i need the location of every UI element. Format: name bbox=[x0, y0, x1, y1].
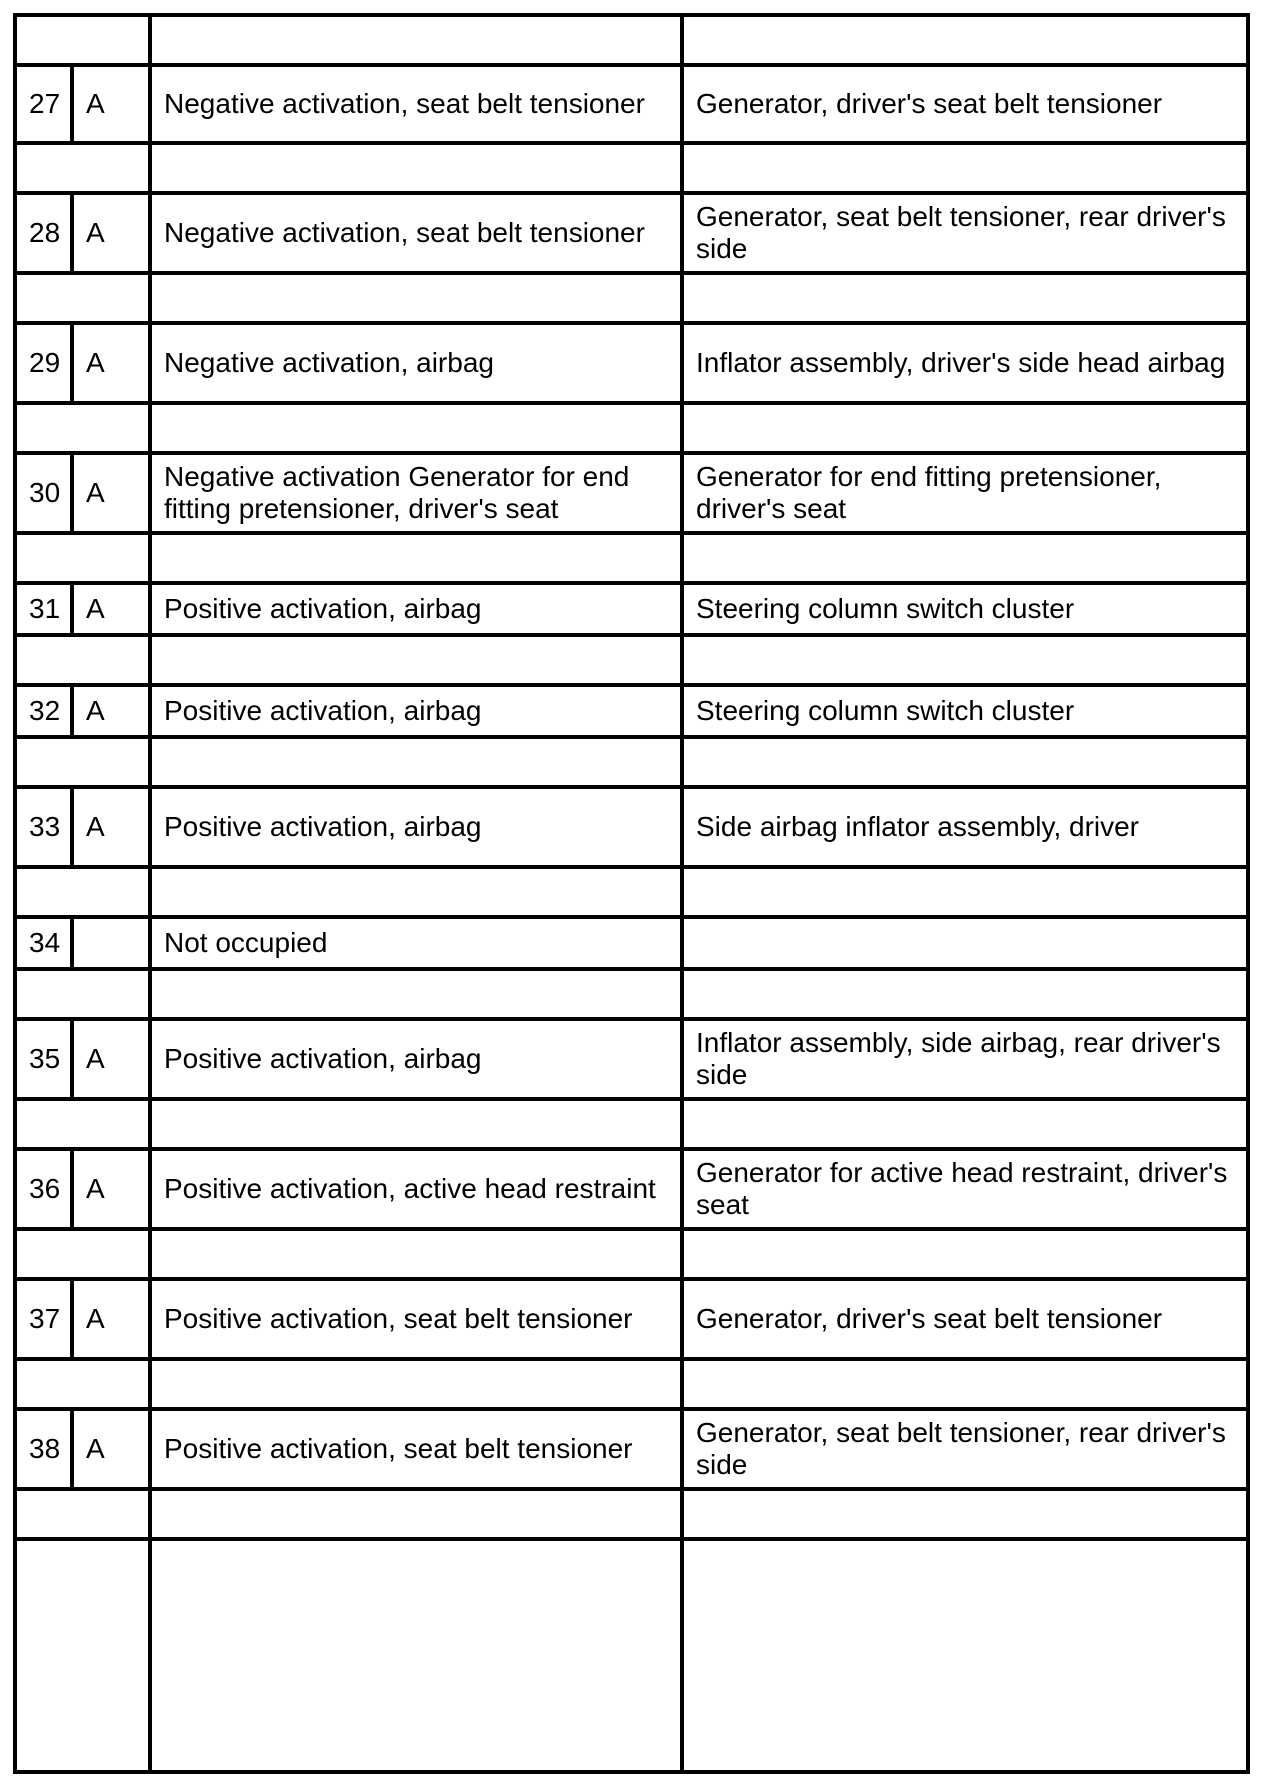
component-cell bbox=[684, 1021, 1246, 1097]
component-cell bbox=[684, 1411, 1246, 1487]
signal-description-cell bbox=[152, 687, 680, 735]
component-text: Generator, driver's seat belt tensioner bbox=[696, 88, 1163, 119]
component-cell bbox=[684, 687, 1246, 735]
pin-text: 35 bbox=[29, 1043, 61, 1074]
component-cell bbox=[684, 919, 1246, 967]
pin-text: 34 bbox=[29, 927, 61, 958]
pin-type-cell bbox=[74, 455, 148, 531]
signal-text: Positive activation, airbag bbox=[164, 593, 482, 624]
signal-description-cell bbox=[152, 1151, 680, 1227]
pin-text: 29 bbox=[29, 347, 61, 378]
pin-assignment-table bbox=[13, 13, 1250, 1774]
pin-number-cell bbox=[17, 1021, 70, 1097]
pin-number-cell bbox=[17, 789, 70, 865]
signal-description-cell bbox=[152, 325, 680, 401]
pin-text: 27 bbox=[29, 88, 61, 119]
spacer-row bbox=[17, 739, 1246, 785]
component-cell bbox=[684, 585, 1246, 633]
spacer-row bbox=[17, 405, 1246, 451]
signal-text: Positive activation, seat belt tensioner bbox=[164, 1303, 633, 1334]
type-text: A bbox=[86, 695, 105, 726]
pin-text: 38 bbox=[29, 1433, 61, 1464]
pin-type-cell bbox=[74, 1151, 148, 1227]
component-text: Generator for end fitting pretensioner, driver's seat bbox=[696, 461, 1162, 524]
component-text: Generator, seat belt tensioner, rear driver's side bbox=[696, 201, 1226, 264]
signal-description-cell bbox=[152, 1411, 680, 1487]
spacer-row bbox=[17, 1231, 1246, 1277]
pin-number-cell bbox=[17, 1281, 70, 1357]
signal-text: Positive activation, seat belt tensioner bbox=[164, 1433, 633, 1464]
spacer-row bbox=[17, 869, 1246, 915]
pin-type-cell bbox=[74, 789, 148, 865]
component-text: Steering column switch cluster bbox=[696, 695, 1075, 726]
signal-text: Negative activation, airbag bbox=[164, 347, 494, 378]
pin-number-cell bbox=[17, 455, 70, 531]
type-text: A bbox=[86, 1303, 105, 1334]
signal-text: Positive activation, active head restraint bbox=[164, 1173, 656, 1204]
signal-description-cell bbox=[152, 195, 680, 271]
type-text: A bbox=[86, 477, 105, 508]
pin-number-cell bbox=[17, 67, 70, 141]
spacer-row bbox=[17, 1101, 1246, 1147]
component-text: Generator, seat belt tensioner, rear driver's side bbox=[696, 1417, 1226, 1480]
signal-text: Not occupied bbox=[164, 927, 328, 958]
component-cell bbox=[684, 67, 1246, 141]
spacer-row bbox=[17, 1361, 1246, 1407]
component-text: Steering column switch cluster bbox=[696, 593, 1075, 624]
signal-description-cell bbox=[152, 585, 680, 633]
component-cell bbox=[684, 1151, 1246, 1227]
pin-text: 28 bbox=[29, 217, 61, 248]
signal-description-cell bbox=[152, 1021, 680, 1097]
signal-text: Negative activation, seat belt tensioner bbox=[164, 88, 645, 119]
spacer-row bbox=[17, 637, 1246, 683]
component-cell bbox=[684, 325, 1246, 401]
type-text: A bbox=[86, 88, 105, 119]
signal-text: Positive activation, airbag bbox=[164, 695, 482, 726]
pin-number-cell bbox=[17, 325, 70, 401]
pin-text: 37 bbox=[29, 1303, 61, 1334]
pin-type-cell bbox=[74, 919, 148, 967]
pin-number-cell bbox=[17, 1411, 70, 1487]
pin-number-cell bbox=[17, 687, 70, 735]
component-text: Side airbag inflator assembly, driver bbox=[696, 811, 1140, 842]
pin-text: 33 bbox=[29, 811, 61, 842]
pin-text: 36 bbox=[29, 1173, 61, 1204]
component-cell bbox=[684, 455, 1246, 531]
spacer-row bbox=[17, 145, 1246, 191]
component-text: Generator for active head restraint, driver's seat bbox=[696, 1157, 1228, 1220]
signal-text: Positive activation, airbag bbox=[164, 811, 482, 842]
pin-type-cell bbox=[74, 1021, 148, 1097]
pin-type-cell bbox=[74, 195, 148, 271]
signal-text: Negative activation Generator for end fitting pretensioner, driver's seat bbox=[164, 461, 630, 524]
pin-text: 31 bbox=[29, 593, 61, 624]
component-text: Generator, driver's seat belt tensioner bbox=[696, 1303, 1163, 1334]
pin-number-cell bbox=[17, 585, 70, 633]
component-cell bbox=[684, 789, 1246, 865]
signal-text: Negative activation, seat belt tensioner bbox=[164, 217, 645, 248]
row-divider bbox=[13, 1537, 1250, 1541]
type-text: A bbox=[86, 593, 105, 624]
type-text: A bbox=[86, 347, 105, 378]
type-text: A bbox=[86, 811, 105, 842]
signal-description-cell bbox=[152, 67, 680, 141]
component-text: Inflator assembly, driver's side head airbag bbox=[696, 347, 1226, 378]
pin-type-cell bbox=[74, 687, 148, 735]
pin-type-cell bbox=[74, 1281, 148, 1357]
type-text: A bbox=[86, 217, 105, 248]
spacer-row bbox=[17, 971, 1246, 1017]
spacer-row bbox=[17, 275, 1246, 321]
signal-description-cell bbox=[152, 455, 680, 531]
component-text: Inflator assembly, side airbag, rear driver's side bbox=[696, 1027, 1221, 1090]
type-text: A bbox=[86, 1433, 105, 1464]
signal-text: Positive activation, airbag bbox=[164, 1043, 482, 1074]
pin-type-cell bbox=[74, 585, 148, 633]
signal-description-cell bbox=[152, 1281, 680, 1357]
signal-description-cell bbox=[152, 919, 680, 967]
spacer-row bbox=[17, 535, 1246, 581]
pin-text: 30 bbox=[29, 477, 61, 508]
pin-number-cell bbox=[17, 195, 70, 271]
spacer-row bbox=[17, 17, 1246, 63]
component-cell bbox=[684, 195, 1246, 271]
type-text: A bbox=[86, 1173, 105, 1204]
pin-number-cell bbox=[17, 1151, 70, 1227]
spacer-row bbox=[17, 1491, 1246, 1537]
component-cell bbox=[684, 1281, 1246, 1357]
pin-text: 32 bbox=[29, 695, 61, 726]
pin-type-cell bbox=[74, 1411, 148, 1487]
signal-description-cell bbox=[152, 789, 680, 865]
pin-type-cell bbox=[74, 325, 148, 401]
type-text: A bbox=[86, 1043, 105, 1074]
pin-type-cell bbox=[74, 67, 148, 141]
pin-number-cell bbox=[17, 919, 70, 967]
